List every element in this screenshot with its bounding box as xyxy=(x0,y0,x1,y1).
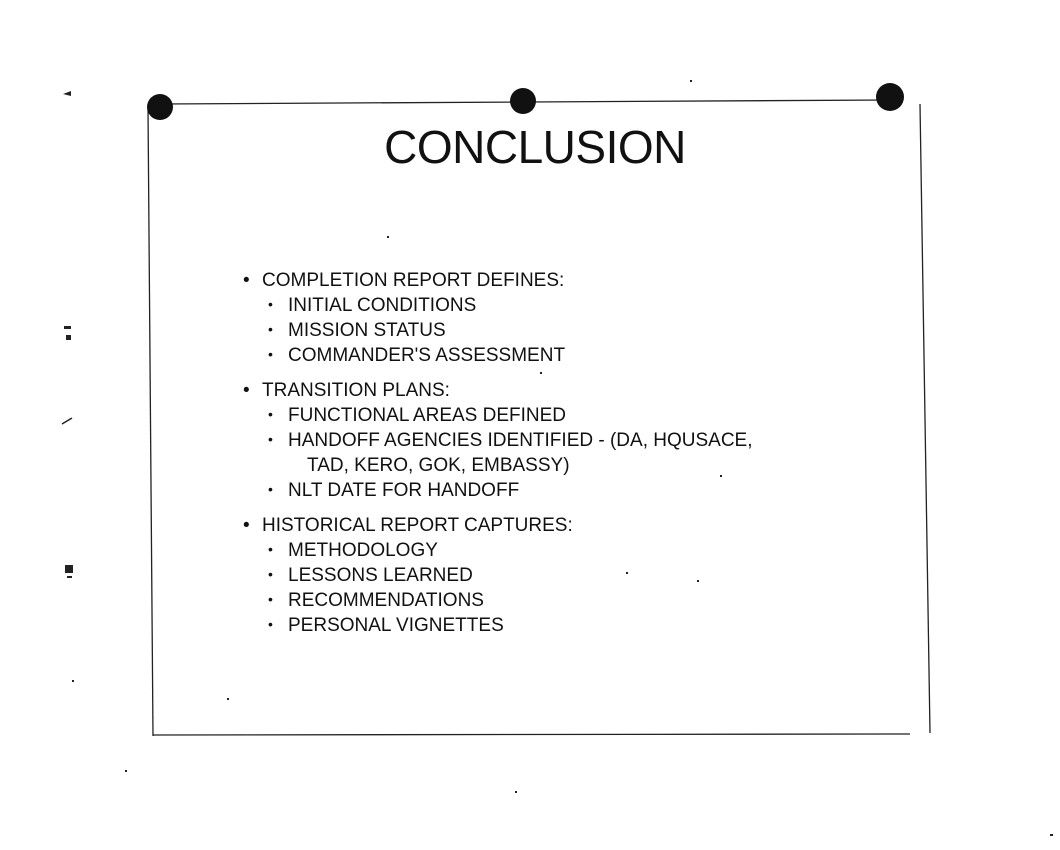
section-historical-report xyxy=(243,513,883,638)
pin-left-icon xyxy=(147,94,173,120)
frame-bottom-edge xyxy=(153,734,910,735)
section-transition-plans xyxy=(243,378,883,503)
list-item: • COMMANDER'S ASSESSMENT xyxy=(243,343,883,368)
section-heading: • HISTORICAL REPORT CAPTURES: xyxy=(243,513,883,538)
section-completion-report xyxy=(243,268,883,368)
frame-right-edge xyxy=(920,104,930,733)
list-item: • RECOMMENDATIONS xyxy=(243,588,883,613)
list-item: • INITIAL CONDITIONS xyxy=(243,293,883,318)
slide-content xyxy=(243,268,883,648)
section-heading: • COMPLETION REPORT DEFINES: xyxy=(243,268,883,293)
sub-list xyxy=(243,293,883,368)
list-item: • METHODOLOGY xyxy=(243,538,883,563)
list-item: • MISSION STATUS xyxy=(243,318,883,343)
list-item-text: HANDOFF AGENCIES IDENTIFIED - (DA, HQUSACE, xyxy=(288,430,753,451)
list-item: • LESSONS LEARNED xyxy=(243,563,883,588)
sub-list xyxy=(243,403,883,503)
section-heading: • TRANSITION PLANS: xyxy=(243,378,883,403)
list-item: • NLT DATE FOR HANDOFF xyxy=(243,478,883,503)
frame-left-edge xyxy=(148,108,153,736)
pin-center-icon xyxy=(510,88,536,114)
list-item: • FUNCTIONAL AREAS DEFINED xyxy=(243,403,883,428)
list-item: • PERSONAL VIGNETTES xyxy=(243,613,883,638)
list-item xyxy=(243,428,883,453)
pin-right-icon xyxy=(876,83,904,111)
sub-list xyxy=(243,538,883,638)
list-item-continuation: TAD, KERO, GOK, EMBASSY) xyxy=(307,455,570,476)
slide-title: CONCLUSION xyxy=(384,121,686,173)
